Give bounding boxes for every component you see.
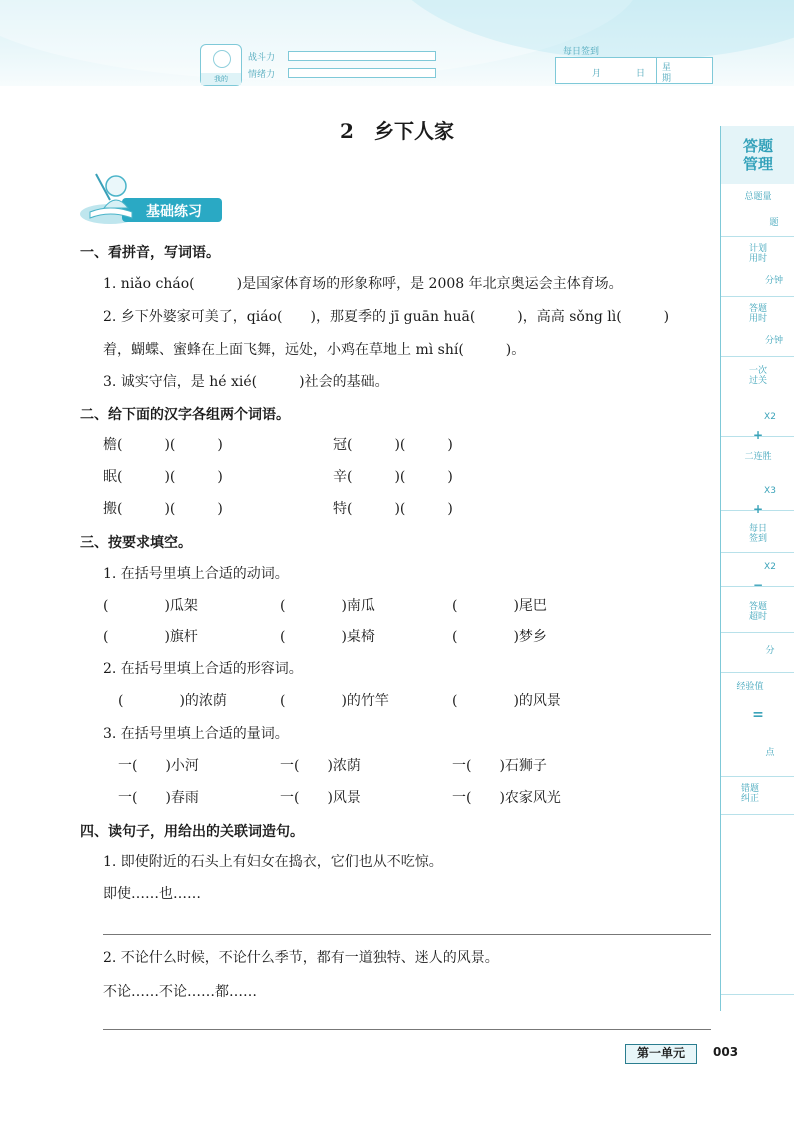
s3-q3-r1c1: 一( )小河 — [118, 758, 199, 774]
multiplier-x2-b: X2 — [764, 562, 776, 572]
s3-q1-r2c3: ( )梦乡 — [452, 629, 547, 645]
month-label: 月 — [592, 69, 602, 79]
minus-sign: − — [752, 578, 764, 592]
section-1-heading: 一、看拼音，写词语。 — [80, 245, 220, 261]
s1-q1: 1. niǎo cháo( )是国家体育场的形象称呼，是 2008 年北京奥运会主体育场。 — [103, 276, 623, 292]
avatar-head-icon — [213, 50, 231, 68]
page-number: 003 — [713, 1045, 739, 1059]
s4-q1-hint: 即使……也…… — [103, 886, 201, 902]
s3-q2: 2. 在括号里填上合适的形容词。 — [103, 661, 303, 677]
banner-label: 基础练习 — [146, 204, 202, 220]
weekday-label-2: 期 — [662, 74, 672, 84]
s2-row3-col1: 搬( )( ) — [103, 501, 223, 517]
s2-row2-col2: 辛( )( ) — [333, 469, 453, 485]
section-3-heading: 三、按要求填空。 — [80, 535, 192, 551]
multiplier-x3: X3 — [764, 486, 776, 496]
s3-q3-r2c2: 一( )风景 — [280, 790, 361, 806]
page-title: 2 乡下人家 — [340, 119, 454, 143]
plus-sign-2: + — [752, 502, 764, 516]
s2-row1-col2: 冠( )( ) — [333, 437, 453, 453]
s3-q2-c3: ( )的风景 — [452, 693, 561, 709]
sign-box — [555, 57, 713, 84]
question-unit: 题 — [769, 218, 779, 228]
multiplier-x2: X2 — [764, 412, 776, 422]
s3-q1-r1c2: ( )南瓜 — [280, 598, 375, 614]
daily-checkin-label: 每日 签到 — [748, 524, 767, 544]
s1-q2-line1: 2. 乡下外婆家可美了，qiáo( )，那夏季的 jī guān huā( )，高高 sǒng lì( ) — [103, 309, 670, 325]
s3-q3-r1c2: 一( )浓荫 — [280, 758, 361, 774]
s1-q2-line2: 着，蝴蝶、蜜蜂在上面飞舞，远处，小鸡在草地上 mì shí( )。 — [103, 342, 526, 358]
s2-row2-col1: 眠( )( ) — [103, 469, 223, 485]
day-label: 日 — [636, 69, 646, 79]
plus-sign-1: + — [752, 428, 764, 442]
avatar — [200, 44, 242, 86]
unit-badge: 第一单元 — [625, 1044, 697, 1064]
planned-time-label: 计划 用时 — [748, 244, 767, 264]
section-2-heading: 二、给下面的汉字各组两个词语。 — [80, 407, 290, 423]
s1-q3: 3. 诚实守信，是 hé xié( )社会的基础。 — [103, 374, 389, 390]
s3-q1: 1. 在括号里填上合适的动词。 — [103, 566, 289, 582]
stat1-label: 战斗力 — [248, 53, 276, 63]
sign-label: 每日签到 — [563, 47, 600, 57]
weekday-label-1: 星 — [662, 63, 672, 73]
answer-time-unit: 分钟 — [764, 336, 783, 346]
s4-q1: 1. 即使附近的石头上有妇女在捣衣，它们也从不吃惊。 — [103, 854, 443, 870]
answer-time-label: 答题 用时 — [748, 304, 767, 324]
s2-row1-col1: 檐( )( ) — [103, 437, 223, 453]
s2-row3-col2: 特( )( ) — [333, 501, 453, 517]
avatar-tag: 我的 — [201, 73, 241, 85]
s3-q2-c1: ( )的浓荫 — [118, 693, 227, 709]
s3-q3: 3. 在括号里填上合适的量词。 — [103, 726, 289, 742]
s3-q1-r1c3: ( )尾巴 — [452, 598, 547, 614]
section-banner — [80, 168, 230, 228]
error-correction-label: 错题 纠正 — [740, 784, 759, 804]
s3-q3-r2c3: 一( )农家风光 — [452, 790, 561, 806]
points-unit: 点 — [765, 748, 775, 758]
sidebar-title: 答题 管理 — [721, 126, 794, 184]
s3-q3-r1c3: 一( )石狮子 — [452, 758, 547, 774]
stat2-label: 情绪力 — [248, 70, 276, 80]
overtime-label: 答题 超时 — [748, 602, 767, 622]
s3-q1-r1c1: ( )瓜架 — [103, 598, 198, 614]
first-pass-label: 一次 过关 — [748, 366, 767, 386]
section-4-heading: 四、读句子，用给出的关联词造句。 — [80, 824, 304, 840]
s3-q3-r2c1: 一( )春雨 — [118, 790, 199, 806]
two-wins-label: 二连胜 — [744, 452, 772, 462]
stat2-bar — [288, 68, 436, 78]
s3-q1-r2c1: ( )旗杆 — [103, 629, 198, 645]
planned-time-unit: 分钟 — [764, 276, 783, 286]
stat1-bar — [288, 51, 436, 61]
experience-label: 经验值 — [736, 682, 764, 692]
answer-management-sidebar — [720, 126, 794, 1011]
answer-line-1 — [103, 934, 711, 935]
s3-q1-r2c2: ( )桌椅 — [280, 629, 375, 645]
s4-q2-hint: 不论……不论……都…… — [103, 984, 257, 1000]
equals-sign: = — [752, 707, 764, 723]
answer-line-2 — [103, 1029, 711, 1030]
score-unit: 分 — [765, 646, 775, 656]
s3-q2-c2: ( )的竹竿 — [280, 693, 389, 709]
s4-q2: 2. 不论什么时候，不论什么季节，都有一道独特、迷人的风景。 — [103, 950, 499, 966]
total-questions-label: 总题量 — [744, 192, 772, 202]
